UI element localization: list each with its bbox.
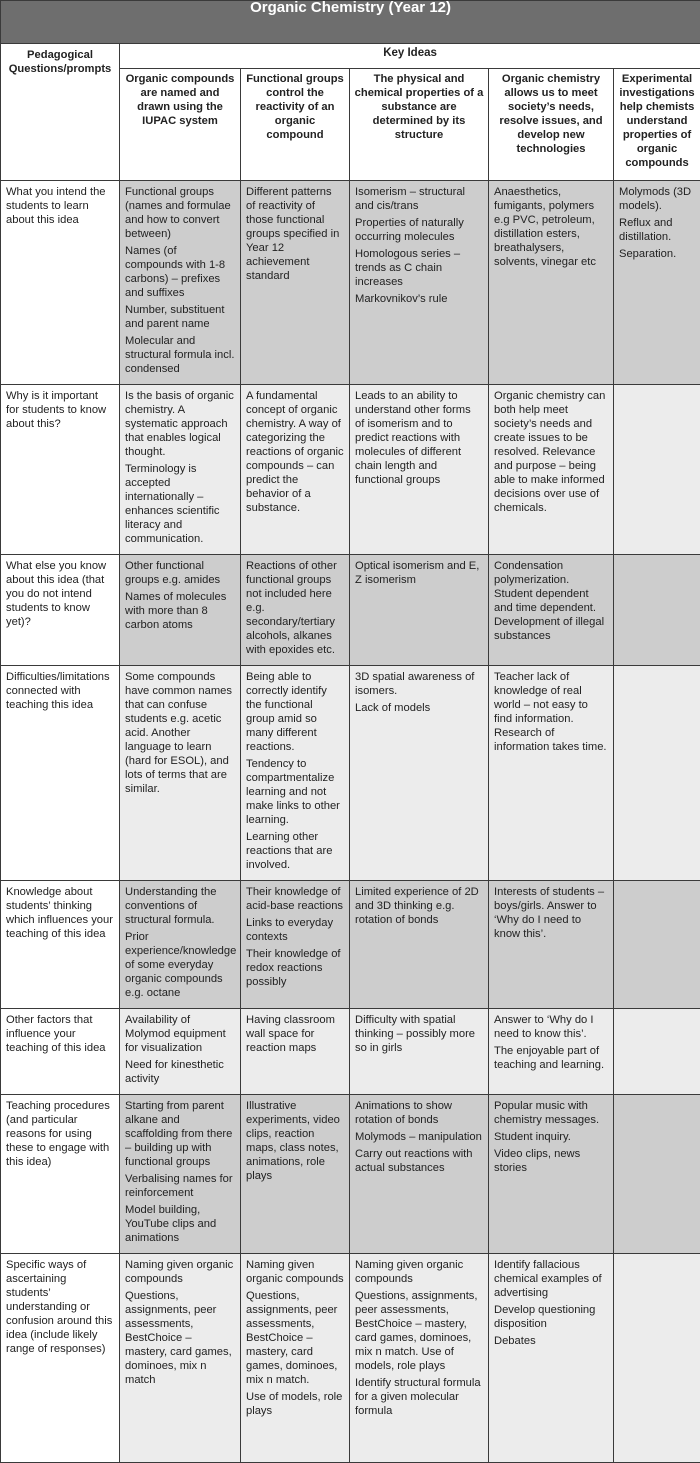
key-idea-header-3: The physical and chemical properties of a substance are determined by its structure [350, 69, 489, 181]
row-prompt-label: What you intend the students to learn about this idea [1, 181, 120, 385]
cell-paragraph: Being able to correctly identify the functional group amid so many different reactions. [246, 671, 327, 754]
cell-paragraph: Carry out reactions with actual substances [355, 1147, 473, 1174]
table-title: Organic Chemistry (Year 12) [1, 1, 700, 44]
cell-paragraph: Molymods – manipulation [355, 1130, 482, 1143]
cell-paragraph: Condensation polymerization. Student dependent and time dependent. Development of illegal substances [494, 560, 605, 643]
cell-paragraph: Their knowledge of acid-base reactions [246, 886, 344, 913]
table-row [1, 1253, 700, 1462]
table-cell [489, 666, 614, 881]
table-cell [241, 555, 350, 666]
table-row [1, 385, 700, 555]
table-cell [350, 555, 489, 666]
row-prompt-label: Difficulties/limitations connected with teaching this idea [1, 666, 120, 881]
cell-paragraph: Illustrative experiments, video clips, reaction maps, class notes, animations, role plays [246, 1099, 340, 1182]
cell-paragraph: Terminology is accepted internationally – enhances scientific literacy and communication. [125, 463, 220, 546]
cell-paragraph: Need for kinesthetic activity [125, 1059, 224, 1086]
table-cell [120, 1009, 241, 1095]
row-prompt-label: Why is it important for students to know about this? [1, 385, 120, 555]
cell-paragraph: Learning other reactions that are involved. [246, 831, 333, 872]
table-cell [489, 1009, 614, 1095]
cell-paragraph: Difficulty with spatial thinking – possibly more so in girls [355, 1014, 476, 1055]
cell-paragraph: Organic chemistry can both help meet society’s needs and create issues to be resolved. Relevance and purpose – being able to make informed decisions over use of chemicals. [494, 390, 606, 515]
cell-paragraph: The enjoyable part of teaching and learning. [494, 1045, 605, 1072]
cell-paragraph: Separation. [619, 248, 677, 261]
cell-paragraph: Use of models, role plays [246, 1390, 343, 1417]
cell-paragraph: Popular music with chemistry messages. [494, 1099, 600, 1126]
table-row [1, 555, 700, 666]
table-cell [614, 1094, 700, 1253]
cell-paragraph: Number, substituent and parent name [125, 304, 225, 331]
cell-paragraph: Names of molecules with more than 8 carbon atoms [125, 591, 227, 632]
table-cell [489, 555, 614, 666]
table-cell [120, 881, 241, 1009]
table-cell [350, 181, 489, 385]
cell-paragraph: Lack of models [355, 702, 431, 715]
table-cell [489, 881, 614, 1009]
cell-paragraph: Animations to show rotation of bonds [355, 1099, 453, 1126]
table-cell [120, 1094, 241, 1253]
cell-paragraph: Anaesthetics, fumigants, polymers e.g PVC, petroleum, distillation esters, breathalysers, solvents, vinegar etc [494, 186, 596, 269]
key-idea-header-2: Functional groups control the reactivity of an organic compound [241, 69, 350, 181]
row-prompt-label: Other factors that influence your teaching of this idea [1, 1009, 120, 1095]
row-prompt-label: Specific ways of ascertaining students’ understanding or confusion around this idea (include likely range of responses) [1, 1253, 120, 1462]
cell-paragraph: Leads to an ability to understand other forms of isomerism and to predict reactions with molecules of different chain length and functional groups [355, 390, 471, 487]
cell-paragraph: Different patterns of reactivity of those functional groups specified in Year 12 achievement standard [246, 186, 340, 283]
cell-paragraph: Functional groups (names and formulae and how to convert between) [125, 186, 231, 241]
cell-paragraph: Properties of naturally occurring molecules [355, 217, 464, 244]
cell-paragraph: Molecular and structural formula incl. condensed [125, 335, 235, 376]
key-ideas-header: Key Ideas [120, 44, 700, 69]
cell-paragraph: Isomerism – structural and cis/trans [355, 186, 466, 213]
table-cell [350, 881, 489, 1009]
cell-paragraph: Questions, assignments, peer assessments, BestChoice – mastery, card games, dominoes, mix n match. Use of models, role plays [355, 1289, 478, 1372]
table-cell [350, 385, 489, 555]
cell-paragraph: Having classroom wall space for reaction maps [246, 1014, 335, 1055]
cell-paragraph: Is the basis of organic chemistry. A systematic approach that enables logical thought. [125, 390, 234, 459]
key-idea-header-5: Experimental investigations help chemists understand properties of organic compounds [614, 69, 700, 181]
cell-paragraph: Links to everyday contexts [246, 917, 334, 944]
table-cell [120, 666, 241, 881]
cell-paragraph: Video clips, news stories [494, 1147, 581, 1174]
cell-paragraph: Names (of compounds with 1-8 carbons) – prefixes and suffixes [125, 245, 226, 300]
cell-paragraph: 3D spatial awareness of isomers. [355, 671, 475, 698]
table-row [1, 1009, 700, 1095]
table-cell [614, 181, 700, 385]
cell-paragraph: Limited experience of 2D and 3D thinking e.g. rotation of bonds [355, 886, 479, 927]
cell-paragraph: Answer to ‘Why do I need to know this’. [494, 1014, 594, 1041]
cell-paragraph: Homologous series – trends as C chain increases [355, 248, 461, 289]
key-idea-header-1: Organic compounds are named and drawn using the IUPAC system [120, 69, 241, 181]
cell-paragraph: A fundamental concept of organic chemistry. A way of categorizing the reactions of organic compounds – can predict the behavior of a substance. [246, 390, 344, 515]
cell-paragraph: Availability of Molymod equipment for visualization [125, 1014, 226, 1055]
row-prompt-label: Knowledge about students’ thinking which influences your teaching of this idea [1, 881, 120, 1009]
cell-paragraph: Tendency to compartmentalize learning and not make links to other learning. [246, 758, 340, 827]
cell-paragraph: Identify structural formula for a given molecular formula [355, 1376, 481, 1417]
cell-paragraph: Model building, YouTube clips and animations [125, 1203, 217, 1244]
cell-paragraph: Naming given organic compounds [246, 1258, 344, 1285]
table-cell [241, 385, 350, 555]
cell-paragraph: Understanding the conventions of structural formula. [125, 886, 217, 927]
row-prompt-label: What else you know about this idea (that you do not intend students to know yet)? [1, 555, 120, 666]
cell-paragraph: Molymods (3D models). [619, 186, 692, 213]
table-cell [614, 666, 700, 881]
cell-paragraph: Their knowledge of redox reactions possibly [246, 948, 341, 989]
cell-paragraph: Identify fallacious chemical examples of advertising [494, 1258, 602, 1299]
cell-paragraph: Student inquiry. [494, 1130, 571, 1143]
table-row [1, 881, 700, 1009]
cell-paragraph: Reflux and distillation. [619, 217, 673, 244]
table-cell [241, 1094, 350, 1253]
cell-paragraph: Some compounds have common names that can confuse students e.g. acetic acid. Another language to learn (hard for ESOL), and lots of terms that are similar. [125, 671, 232, 796]
cell-paragraph: Verbalising names for reinforcement [125, 1172, 233, 1199]
cell-paragraph: Prior experience/knowledge of some everyday organic compounds e.g. octane [125, 931, 237, 1000]
table-cell [614, 881, 700, 1009]
key-idea-header-4: Organic chemistry allows us to meet society’s needs, resolve issues, and develop new technologies [489, 69, 614, 181]
pedagogical-header: Pedagogical Questions/prompts [1, 44, 120, 181]
cell-paragraph: Questions, assignments, peer assessments, BestChoice – mastery, card games, dominoes, mix n match [125, 1289, 232, 1386]
table-cell [489, 1253, 614, 1462]
cell-paragraph: Reactions of other functional groups not included here e.g. secondary/tertiary alcohols, alkanes with epoxides etc. [246, 560, 337, 657]
table-cell [241, 666, 350, 881]
table-cell [614, 385, 700, 555]
table-cell [241, 1009, 350, 1095]
cell-paragraph: Teacher lack of knowledge of real world – not easy to find information. Research of information takes time. [494, 671, 607, 754]
cell-paragraph: Markovnikov’s rule [355, 293, 448, 306]
table-cell [350, 1253, 489, 1462]
cell-paragraph: Interests of students – boys/girls. Answer to ‘Why do I need to know this’. [494, 886, 605, 941]
table-row [1, 1094, 700, 1253]
table-cell [350, 666, 489, 881]
table-row [1, 181, 700, 385]
table-cell [489, 1094, 614, 1253]
cell-paragraph: Optical isomerism and E, Z isomerism [355, 560, 480, 587]
table-cell [350, 1009, 489, 1095]
table-row [1, 666, 700, 881]
cell-paragraph: Develop questioning disposition [494, 1303, 596, 1330]
cell-paragraph: Debates [494, 1334, 536, 1347]
cell-paragraph: Naming given organic compounds [355, 1258, 464, 1285]
table-cell [489, 181, 614, 385]
cell-paragraph: Other functional groups e.g. amides [125, 560, 221, 587]
table-cell [614, 1009, 700, 1095]
table-cell [241, 181, 350, 385]
table-cell [614, 555, 700, 666]
table-cell [350, 1094, 489, 1253]
table-cell [120, 1253, 241, 1462]
cell-paragraph: Starting from parent alkane and scaffolding from there – building up with functional groups [125, 1099, 233, 1168]
table-cell [614, 1253, 700, 1462]
cell-paragraph: Naming given organic compounds [125, 1258, 234, 1285]
cell-paragraph: Questions, assignments, peer assessments, BestChoice – mastery, card games, dominoes, mix n match. [246, 1289, 338, 1386]
row-prompt-label: Teaching procedures (and particular reasons for using these to engage with this idea) [1, 1094, 120, 1253]
table-cell [120, 181, 241, 385]
table-cell [489, 385, 614, 555]
table-cell [241, 881, 350, 1009]
table-cell [120, 385, 241, 555]
table-cell [241, 1253, 350, 1462]
table-cell [120, 555, 241, 666]
